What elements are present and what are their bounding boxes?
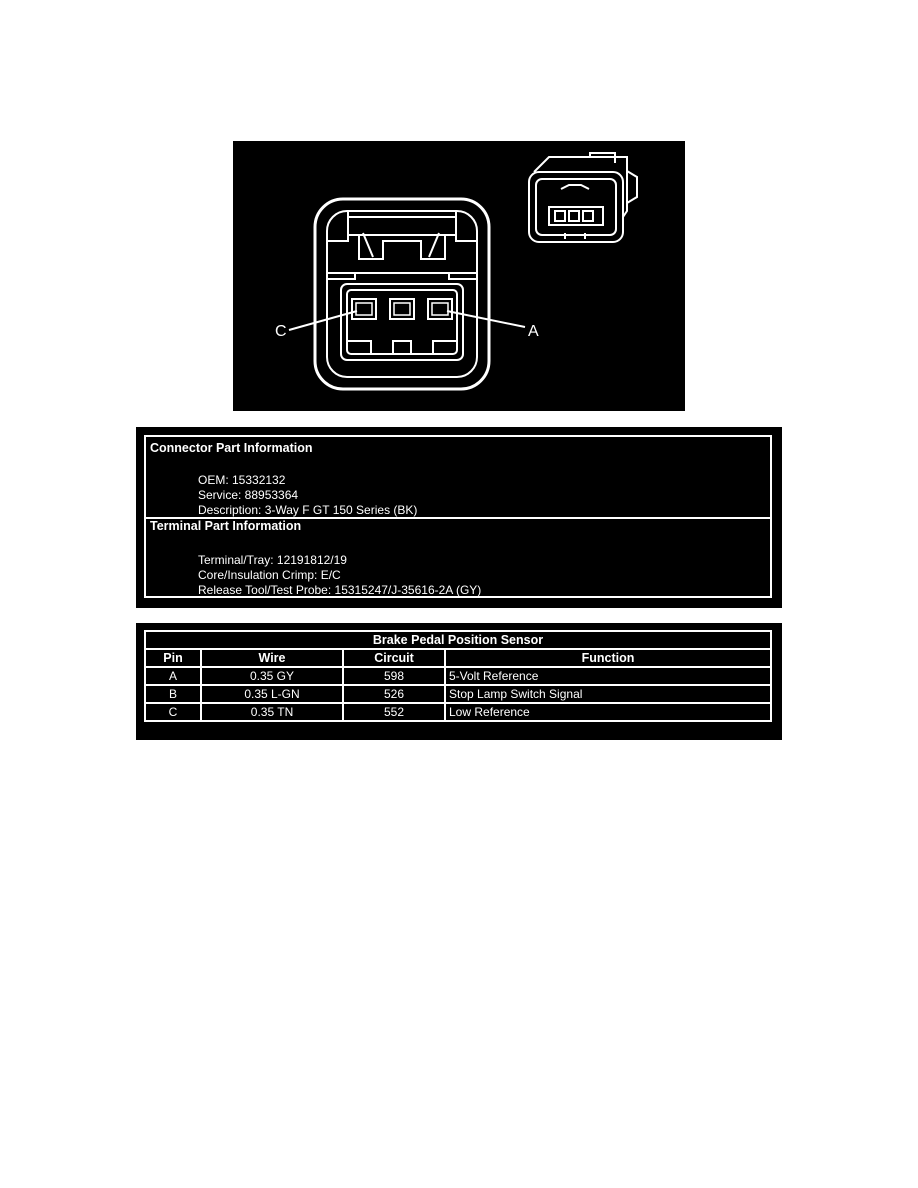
pin-cell: C [145, 703, 201, 721]
table-row [145, 703, 771, 721]
pinout-panel [136, 623, 782, 740]
callout-leader-a [447, 311, 525, 327]
header-function: Function [445, 649, 771, 667]
pinout-table [144, 630, 772, 722]
callout-label-c: C [275, 323, 287, 340]
function-cell: Stop Lamp Switch Signal [445, 685, 771, 703]
pin-cell: A [145, 667, 201, 685]
oem-number: OEM: 15332132 [198, 473, 286, 487]
table-row [145, 685, 771, 703]
callout-label-a: A [528, 323, 539, 340]
core-insulation-crimp: Core/Insulation Crimp: E/C [198, 568, 341, 582]
wire-cell: 0.35 TN [201, 703, 343, 721]
function-cell: Low Reference [445, 703, 771, 721]
terminal-part-heading: Terminal Part Information [150, 519, 302, 533]
header-circuit: Circuit [343, 649, 445, 667]
connector-drawing [233, 141, 685, 411]
connector-part-info-panel [136, 427, 782, 608]
table-title-row [145, 631, 771, 649]
table-header-row [145, 649, 771, 667]
connector-illustration [233, 141, 685, 411]
cavity-block [341, 284, 463, 360]
terminal-tray: Terminal/Tray: 12191812/19 [198, 553, 347, 567]
wire-cell: 0.35 GY [201, 667, 343, 685]
circuit-cell: 526 [343, 685, 445, 703]
connector-iso-view [529, 153, 637, 242]
table-title: Brake Pedal Position Sensor [145, 631, 771, 649]
circuit-cell: 552 [343, 703, 445, 721]
connector-part-section [146, 437, 770, 519]
service-number: Service: 88953364 [198, 488, 299, 502]
release-tool: Release Tool/Test Probe: 15315247/J-35616-2A (GY) [198, 583, 482, 597]
pin-cell: B [145, 685, 201, 703]
header-wire: Wire [201, 649, 343, 667]
circuit-cell: 598 [343, 667, 445, 685]
function-cell: 5-Volt Reference [445, 667, 771, 685]
part-info-frame [144, 435, 772, 598]
table-row [145, 667, 771, 685]
header-pin: Pin [145, 649, 201, 667]
connector-description: Description: 3-Way F GT 150 Series (BK) [198, 503, 418, 517]
wire-cell: 0.35 L-GN [201, 685, 343, 703]
latch [348, 217, 456, 235]
terminal-part-section [146, 517, 770, 596]
connector-part-heading: Connector Part Information [150, 441, 313, 455]
